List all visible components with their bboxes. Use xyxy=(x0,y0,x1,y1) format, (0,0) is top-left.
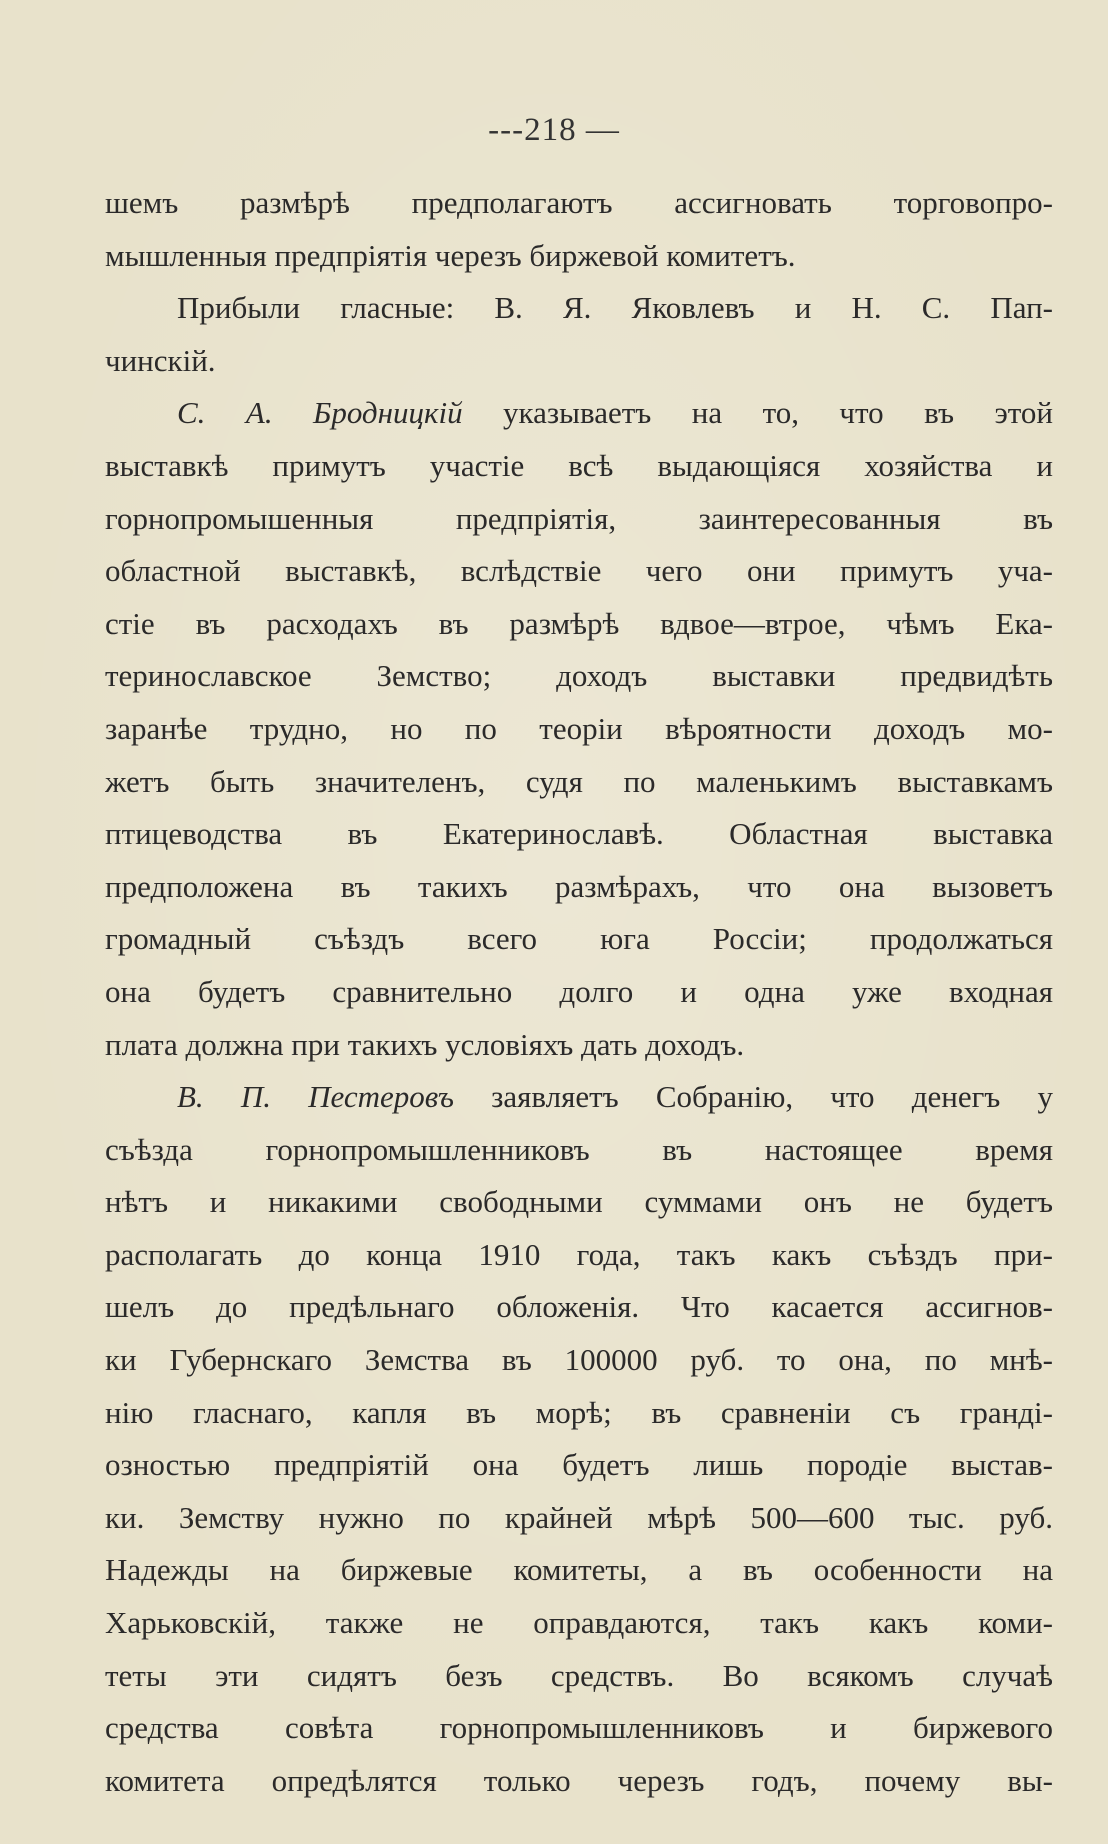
text-line: Прибыли гласные: В. Я. Яковлевъ и Н. С. Пап- xyxy=(177,290,1053,326)
page-number: ---218 — xyxy=(488,112,620,148)
text-line: ки. Земству нужно по крайней мѣрѣ 500—600 тыс. руб. xyxy=(105,1499,1053,1535)
text-line: ки Губернскаго Земства въ 100000 руб. то она, по мнѣ- xyxy=(105,1342,1053,1378)
text-line: птицеводства въ Екатеринославѣ. Областная выставка xyxy=(105,816,1053,852)
text-line: шемъ размѣрѣ предполагаютъ ассигновать торговопро- xyxy=(105,185,1053,220)
text-line: шелъ до предѣльнаго обложенія. Что касается ассигнов- xyxy=(105,1289,1053,1325)
text-line: плата должна при такихъ условіяхъ дать доходъ. xyxy=(105,1026,745,1062)
body-text xyxy=(105,183,1053,1813)
text-line: громадный съѣздъ всего юга Россіи; продолжаться xyxy=(105,921,1053,957)
text-line: средства совѣта горнопромышленниковъ и биржевого xyxy=(105,1710,1053,1746)
text-line: стіе въ расходахъ въ размѣрѣ вдвое—втрое, чѣмъ Ека- xyxy=(105,605,1053,641)
text-line: Харьковскій, также не оправдаются, такъ какъ коми- xyxy=(105,1605,1053,1641)
text-line: заранѣе трудно, но по теоріи вѣроятности доходъ мо- xyxy=(105,710,1053,746)
speaker-name: В. П. Пестеровъ xyxy=(177,1079,454,1115)
text-line: теринославское Земство; доходъ выставки предвидѣть xyxy=(105,658,1053,694)
text-line: озностью предпріятій она будетъ лишь породіе выстав- xyxy=(105,1447,1053,1483)
text-line: мышленныя предпріятія черезъ биржевой комитетъ. xyxy=(105,237,796,273)
text-line: съѣзда горнопромышленниковъ въ настоящее время xyxy=(105,1131,1053,1167)
text-line: располагать до конца 1910 года, такъ какъ съѣздъ при- xyxy=(105,1236,1053,1272)
text-line: жетъ быть значителенъ, судя по маленькимъ выставкамъ xyxy=(105,763,1053,799)
text-line: нѣтъ и никакими свободными суммами онъ не будетъ xyxy=(105,1184,1053,1220)
text-line: комитета опредѣлятся только черезъ годъ, почему вы- xyxy=(105,1762,1053,1798)
text-line: горнопромышенныя предпріятія, заинтересованныя въ xyxy=(105,500,1053,536)
text-fragment: заявляетъ Собранію, что денегъ у xyxy=(453,1079,1053,1115)
text-line: Надежды на биржевые комитеты, а въ особенности на xyxy=(105,1552,1053,1588)
text-fragment: указываетъ на то, что въ этой xyxy=(462,395,1053,431)
text-line: она будетъ сравнительно долго и одна уже входная xyxy=(105,973,1053,1009)
text-line: областной выставкѣ, вслѣдствіе чего они примутъ уча- xyxy=(105,553,1053,589)
text-line: чинскій. xyxy=(105,342,216,378)
speaker-name: С. А. Бродницкій xyxy=(177,395,463,431)
text-line xyxy=(105,393,1053,446)
text-line: теты эти сидятъ безъ средствъ. Во всякомъ случаѣ xyxy=(105,1657,1053,1693)
text-line: выставкѣ примутъ участіе всѣ выдающіяся хозяйства и xyxy=(105,447,1053,483)
text-line: предположена въ такихъ размѣрахъ, что она вызоветъ xyxy=(105,868,1053,904)
text-line xyxy=(105,1077,1053,1130)
text-line: нію гласнаго, капля въ морѣ; въ сравненіи съ гранді- xyxy=(105,1394,1053,1430)
